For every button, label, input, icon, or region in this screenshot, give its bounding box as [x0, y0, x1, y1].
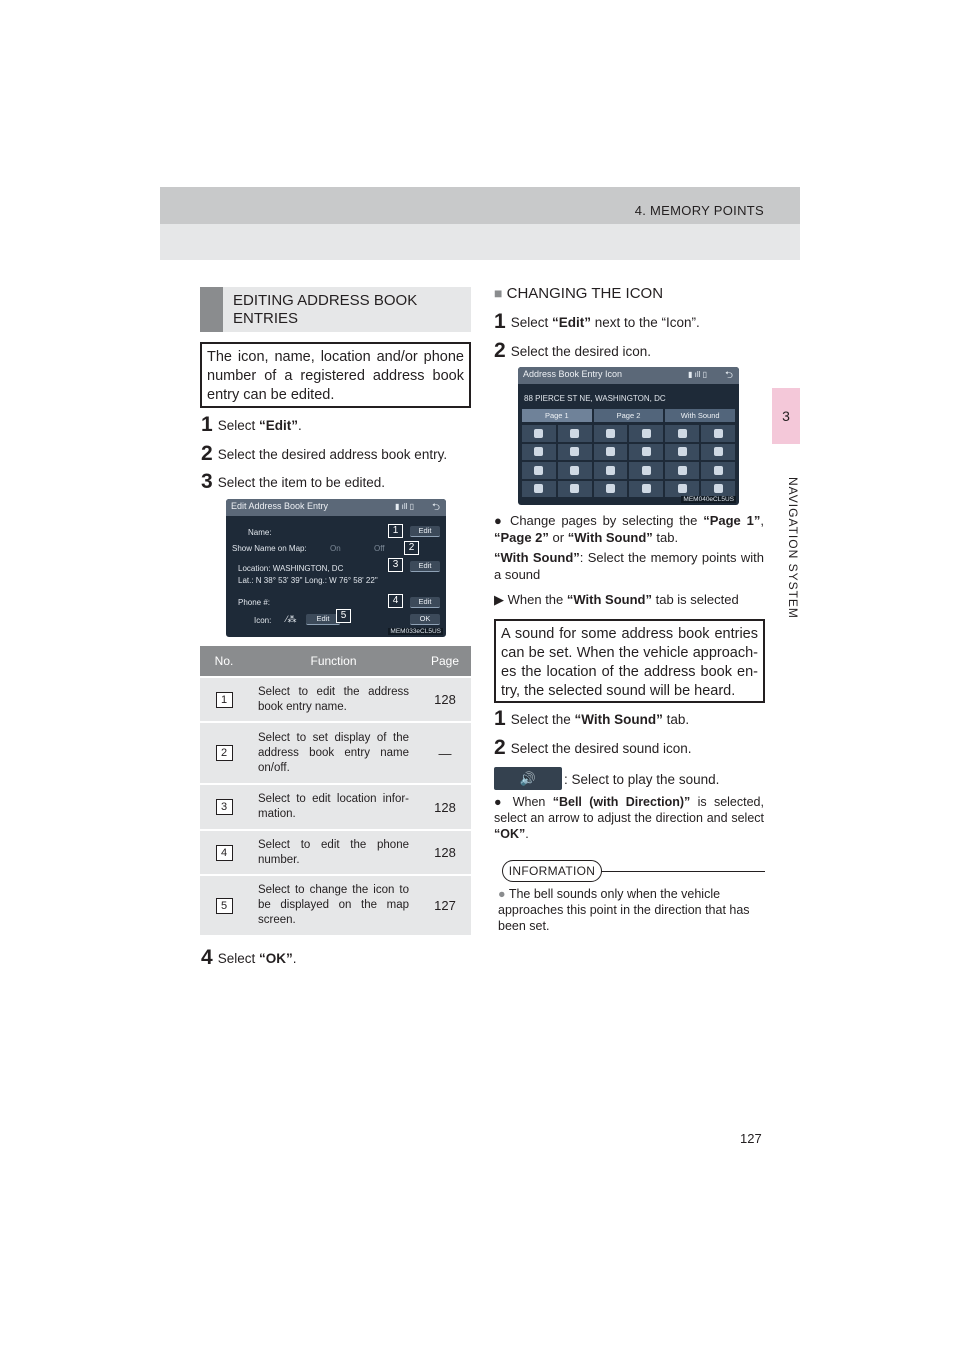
when-tab-selected: ▶ When the “With Sound” tab is selected	[494, 592, 739, 607]
callout-5: 5	[336, 609, 351, 623]
speaker-icon[interactable]: 🔊	[494, 767, 562, 790]
intro-box: The icon, name, location and/or phone number of a registered address book entry can be edited.	[200, 342, 471, 408]
row-page: 128	[419, 784, 471, 830]
edit-address-book-screen	[226, 499, 446, 637]
edit-icon-button[interactable]: Edit	[306, 614, 340, 625]
heading-bar	[200, 287, 223, 332]
icon-option[interactable]	[522, 425, 556, 442]
icon-option[interactable]	[594, 444, 628, 461]
row-number: 4	[216, 845, 233, 861]
icon-option[interactable]	[701, 481, 735, 498]
icon-option[interactable]	[665, 425, 699, 442]
triangle-right-icon: ▶	[494, 592, 504, 607]
row-number: 2	[216, 745, 233, 761]
callout-3: 3	[388, 558, 403, 572]
row-function: Select to edit the address book entry name.	[248, 677, 419, 722]
icon-option[interactable]	[522, 462, 556, 479]
icon-option[interactable]	[594, 425, 628, 442]
table-row	[200, 677, 471, 722]
change-pages-bullet: ● Change pages by selecting the “Page 1”, “Page 2” or “With Sound” tab.	[494, 513, 764, 545]
edit-phone-button[interactable]: Edit	[410, 597, 440, 608]
screen-title: Address Book Entry Icon	[523, 369, 623, 379]
row-function: Select to edit location infor-mation.	[248, 784, 419, 830]
icon-option[interactable]	[558, 481, 592, 498]
section-heading-text: EDITING ADDRESS BOOK ENTRIES	[233, 292, 418, 327]
icon-option[interactable]	[594, 462, 628, 479]
icon-option[interactable]	[558, 462, 592, 479]
show-name-label: Show Name on Map:	[232, 544, 307, 553]
signal-icon: ▮ ıll ▯	[687, 370, 707, 379]
step-3: 3 Select the item to be edited.	[201, 470, 386, 493]
sound-step-1: 1 Select the “With Sound” tab.	[494, 707, 690, 730]
ok-button[interactable]: OK	[410, 614, 440, 625]
screen-title: Edit Address Book Entry	[231, 501, 329, 511]
with-sound-description: “With Sound”: Select the memory points with a sound	[494, 550, 764, 582]
sub-heading: ■ CHANGING THE ICON	[494, 285, 664, 302]
icon-option[interactable]	[558, 444, 592, 461]
image-code: MEM040eCL5US	[683, 496, 734, 503]
row-page: 127	[419, 875, 471, 935]
callout-1: 1	[388, 524, 403, 538]
row-number: 3	[216, 799, 233, 815]
icon-option[interactable]	[665, 481, 699, 498]
icon-step-2: 2 Select the desired icon.	[494, 339, 652, 362]
bell-direction-bullet: ● When “Bell (with Direction)” is selected, select an arrow to adjust the direction and select “OK”.	[494, 795, 764, 841]
row-function: Select to set display of the address book entry name on/off.	[248, 722, 419, 784]
header-function: Function	[248, 646, 419, 677]
bullet-dot: ●	[494, 513, 505, 528]
function-table	[200, 646, 471, 935]
row-number: 1	[216, 692, 233, 708]
edit-location-button[interactable]: Edit	[410, 561, 440, 572]
header-subbar	[160, 224, 800, 260]
table-row	[200, 875, 471, 935]
address-book-icon-screen	[518, 367, 739, 505]
phone-label: Phone #:	[238, 598, 271, 607]
icon-option[interactable]	[665, 462, 699, 479]
icon-option[interactable]	[629, 481, 663, 498]
edit-name-button[interactable]: Edit	[410, 526, 440, 537]
row-function: Select to change the icon to be displayed on the map screen.	[248, 875, 419, 935]
page-number: 127	[740, 1131, 762, 1146]
icon-step-1: 1 Select “Edit” next to the “Icon”.	[494, 310, 700, 333]
table-header-row	[200, 646, 471, 677]
image-code: MEM033eCL5US	[390, 628, 441, 635]
icon-option[interactable]	[665, 444, 699, 461]
name-label: Name:	[248, 528, 272, 537]
chapter-title: 4. MEMORY POINTS	[634, 203, 764, 218]
icon-option[interactable]	[594, 481, 628, 498]
bullet-dot: ●	[494, 795, 506, 809]
tab-page-2[interactable]: Page 2	[594, 409, 664, 422]
section-heading	[200, 287, 471, 332]
information-label: INFORMATION	[502, 860, 602, 882]
icon-option[interactable]	[701, 462, 735, 479]
memory-point-icon: ⁄⁂	[286, 614, 297, 624]
icon-option[interactable]	[629, 425, 663, 442]
row-page: 128	[419, 677, 471, 722]
icon-option[interactable]	[558, 425, 592, 442]
tab-page-1[interactable]: Page 1	[522, 409, 592, 422]
icon-option[interactable]	[701, 444, 735, 461]
callout-2: 2	[404, 541, 419, 555]
sound-info-box: A sound for some address book entries can be set. When the vehicle approach-es the location of the address book en-try, the selected sound will be heard.	[494, 619, 765, 703]
step-2: 2 Select the desired address book entry.	[201, 442, 448, 465]
table-row	[200, 830, 471, 875]
square-bullet-icon: ■	[494, 285, 503, 301]
step-1: 1 Select “Edit”.	[201, 413, 302, 436]
icon-label: Icon:	[254, 616, 272, 625]
play-sound-text: : Select to play the sound.	[564, 772, 720, 787]
table-row	[200, 722, 471, 784]
back-icon[interactable]: ⮌	[724, 370, 733, 381]
header-page: Page	[419, 646, 471, 677]
icon-option[interactable]	[629, 462, 663, 479]
location-text: Location: WASHINGTON, DC	[238, 564, 344, 573]
icon-option[interactable]	[701, 425, 735, 442]
icon-option[interactable]	[522, 481, 556, 498]
table-row	[200, 784, 471, 830]
back-icon[interactable]: ⮌	[431, 502, 440, 513]
icon-grid	[522, 425, 735, 497]
row-page: —	[419, 722, 471, 784]
sound-step-2: 2 Select the desired sound icon.	[494, 736, 692, 759]
callout-4: 4	[388, 594, 403, 608]
signal-icon: ▮ ıll ▯	[394, 502, 414, 511]
icon-option[interactable]	[522, 444, 556, 461]
icon-option[interactable]	[629, 444, 663, 461]
row-page: 128	[419, 830, 471, 875]
header-no: No.	[200, 646, 248, 677]
off-option[interactable]: Off	[374, 544, 385, 553]
step-4: 4 Select “OK”.	[201, 946, 297, 969]
row-number: 5	[216, 898, 233, 914]
bullet-dot: ●	[498, 887, 506, 901]
tab-with-sound[interactable]: With Sound	[665, 409, 735, 422]
icon-tabs	[522, 409, 735, 422]
information-text: ● The bell sounds only when the vehicle approaches this point in the direction that has been set.	[498, 887, 750, 933]
entry-address: 88 PIERCE ST NE, WASHINGTON, DC	[524, 394, 666, 403]
row-function: Select to edit the phone number.	[248, 830, 419, 875]
on-option[interactable]: On	[330, 544, 341, 553]
information-divider	[600, 871, 765, 872]
chapter-tab-label: NAVIGATION SYSTEM	[786, 477, 800, 619]
latlong-text: Lat.: N 38° 53' 39" Long.: W 76° 58' 22"	[238, 576, 378, 585]
chapter-tab-number: 3	[772, 388, 800, 444]
